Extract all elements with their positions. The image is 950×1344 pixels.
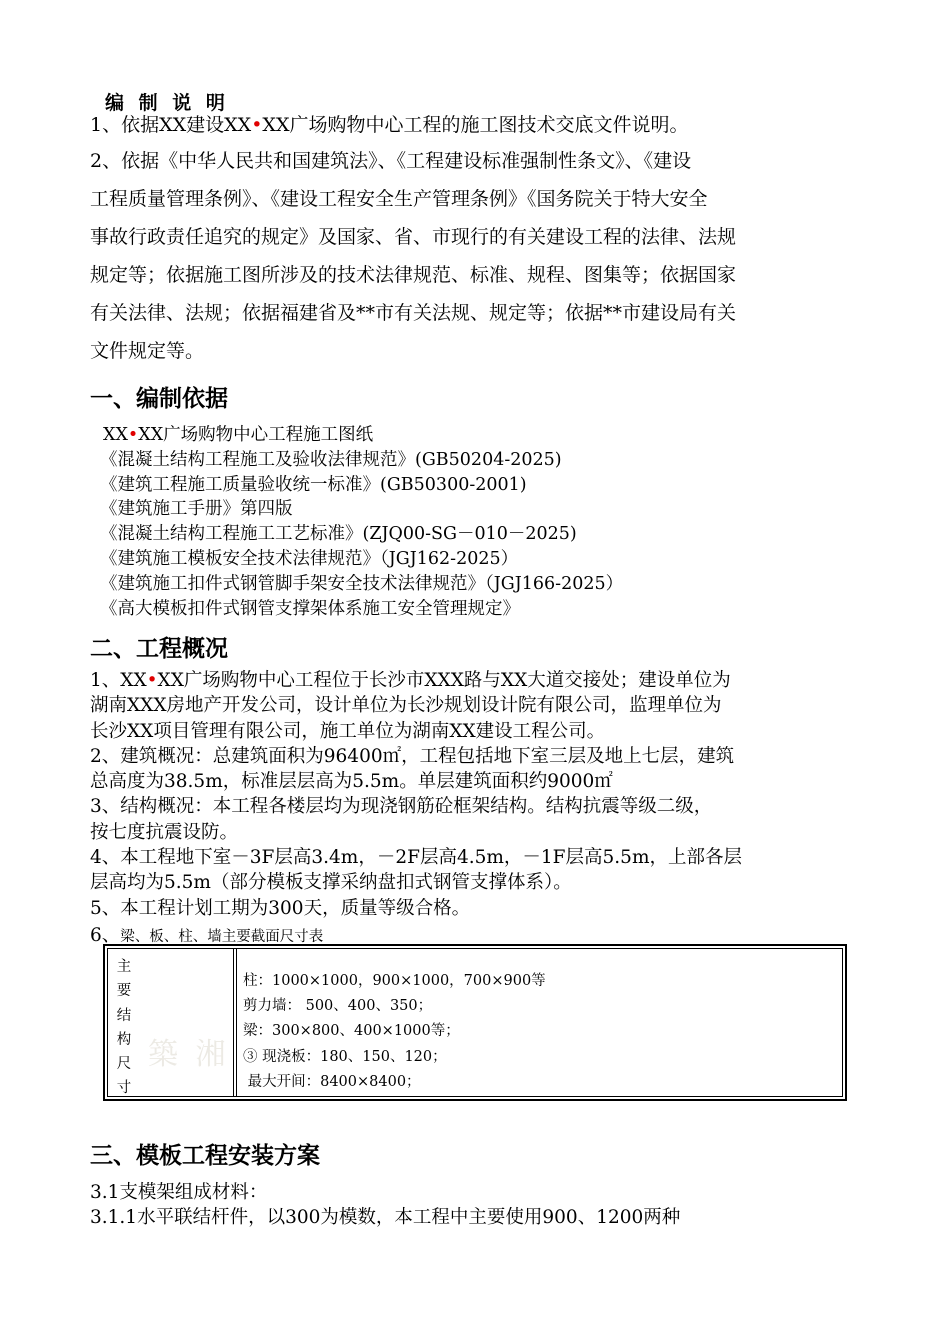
intro-item-1-text-a: 1、依据XX建设XX [90,114,252,136]
reference-text-b: XX广场购物中心工程施工图纸 [138,425,374,445]
label-char: 寸 [116,1080,132,1097]
section-heading-overview: 二、工程概况 [90,636,228,662]
intro-line: 规定等；依据施工图所涉及的技术法律规范、标准、规程、图集等；依据国家 [90,264,737,286]
intro-item-1 [90,106,860,144]
reference-item: 《建筑施工扣件式钢管脚手架安全技术法律规范》（JGJ166-2025） [100,573,624,594]
intro-item-1-text-b: XX广场购物中心工程的施工图技术交底文件说明。 [262,114,689,136]
reference-item: 《建筑工程施工质量验收统一标准》(GB50300-2001) [100,474,527,495]
table-caption-number: 6、 [90,925,121,946]
watermark: 築 湘 [148,1037,230,1072]
overview-line: 按七度抗震设防。 [90,821,239,843]
overview-line: 5、本工程计划工期为300天，质量等级合格。 [90,897,471,919]
intro-line: 有关法律、法规；依据福建省及**市有关法规、规定等；依据**市建设局有关 [90,302,737,324]
reference-list [100,423,873,621]
section-dimension-table [103,944,847,1101]
table-divider [233,949,234,1096]
section-heading-basis: 一、编制依据 [90,386,228,412]
table-row-label [114,955,134,1101]
label-char: 主 [116,959,132,975]
overview-text-b: XX广场购物中心工程位于长沙市XXX路与XX大道交接处；建设单位为 [157,670,731,691]
document-title: 编 制 说 明 [105,92,229,114]
overview-line: 3、结构概况：本工程各楼层均为现浇钢筋砼框架结构。结构抗震等级二级， [90,796,713,818]
reference-item: 《建筑施工模板安全技术法律规范》（JGJ162-2025） [100,548,519,569]
overview-text-a: 1、XX [90,670,147,691]
overview-paragraphs [90,668,860,921]
reference-text-a: XX [103,425,128,445]
label-char: 构 [116,1031,132,1048]
spec-item: 梁：300×800、400×1000等； [243,1023,460,1040]
reference-item: 《混凝土结构工程施工工艺标准》(ZJQ00-SG－010－2025) [100,524,577,545]
spec-item: 最大开间：8400×8400； [243,1073,421,1090]
overview-line [90,668,860,693]
overview-line: 湖南XXX房地产开发公司，设计单位为长沙规划设计院有限公司，监理单位为 [90,695,722,717]
spec-item: 柱：1000×1000，900×1000，700×900等 [243,973,546,989]
separator-dot: • [146,670,158,691]
label-char: 结 [116,1007,132,1024]
overview-line: 2、建筑概况：总建筑面积为96400㎡，工程包括地下室三层及地上七层，建筑 [90,745,735,767]
overview-line: 长沙XX项目管理有限公司，施工单位为湖南XX建设工程公司。 [90,720,606,742]
separator-dot: • [251,114,263,136]
spec-item: 剪力墙： 500、400、350； [243,998,433,1015]
formwork-paragraphs [90,1180,860,1231]
spec-item: ③ 现浇板：180、150、120； [243,1048,447,1065]
intro-line: 文件规定等。 [90,340,205,362]
intro-item-2 [90,142,860,370]
section-heading-formwork: 三、模板工程安装方案 [90,1143,320,1169]
formwork-line: 3.1支模架组成材料： [90,1182,268,1203]
intro-line: 工程质量管理条例》、《建设工程安全生产管理条例》《国务院关于特大安全 [90,188,708,210]
label-char: 要 [116,983,132,1000]
overview-line: 4、本工程地下室－3F层高3.4m，－2F层高4.5m，－1F层高5.5m，上部各层 [90,847,742,869]
table-caption-text: 梁、板、柱、墙主要截面尺寸表 [120,929,324,945]
intro-line: 事故行政责任追究的规定》及国家、省、市现行的有关建设工程的法律、法规 [90,226,737,248]
reference-item [103,423,873,448]
reference-item: 《建筑施工手册》第四版 [100,499,293,520]
table-spec-list [243,969,546,1095]
intro-line: 2、依据《中华人民共和国建筑法》、《工程建设标准强制性条文》、《建设 [90,150,692,172]
formwork-line: 3.1.1水平联结杆件，以300为模数，本工程中主要使用900、1200两种 [90,1207,681,1229]
overview-line: 总高度为38.5m，标准层层高为5.5m。单层建筑面积约9000㎡ [90,771,613,793]
table-inner-border [107,948,843,1097]
overview-line: 层高均为5.5m（部分模板支撑采纳盘扣式钢管支撑体系）。 [90,872,572,894]
table-divider [236,949,237,1096]
separator-dot: • [127,425,139,445]
label-char: 尺 [116,1056,132,1073]
reference-item: 《混凝土结构工程施工及验收法律规范》(GB50204-2025) [100,449,562,470]
reference-item: 《高大模板扣件式钢管支撑架体系施工安全管理规定》 [100,598,520,619]
